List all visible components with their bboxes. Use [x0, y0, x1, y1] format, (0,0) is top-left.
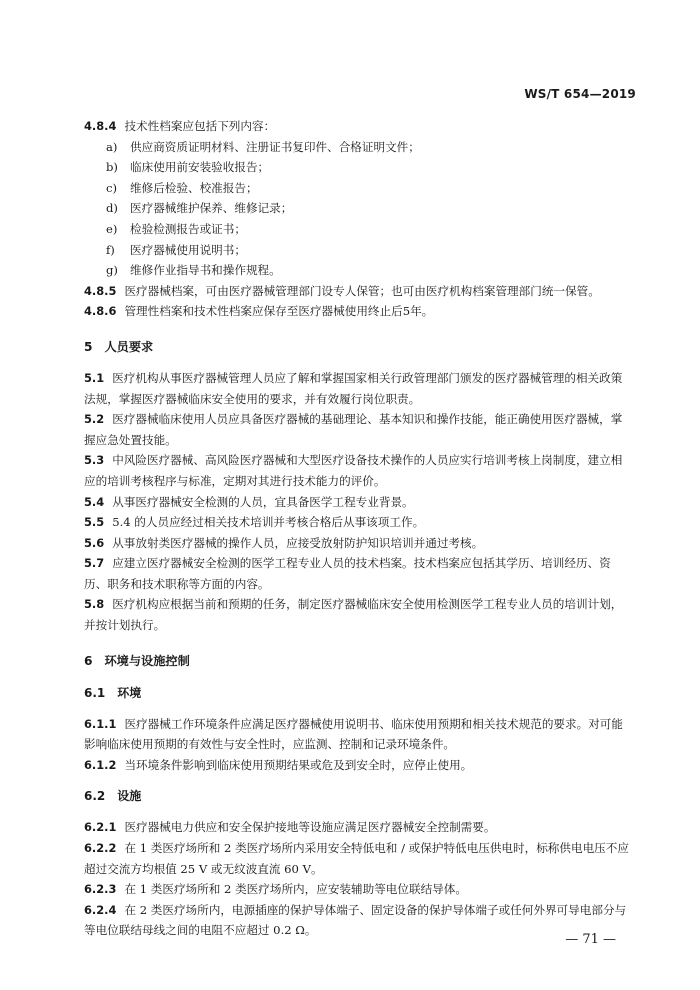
clause-number: 5.1 [84, 370, 105, 385]
clause-number: 4.8.6 [84, 304, 117, 319]
clause-6-2-2 [84, 838, 632, 879]
clause-text: 技术性档案应包括下列内容： [124, 119, 276, 133]
clause-5-4 [84, 492, 632, 513]
clause-number: 6.2.1 [84, 820, 117, 835]
clause-6-2-1 [84, 817, 632, 838]
list-item [84, 260, 632, 281]
clause-5-7 [84, 553, 632, 594]
subsection-title: 环境 [117, 685, 142, 700]
clause-text: 管理性档案和技术性档案应保存至医疗器械使用终止后5年。 [124, 304, 434, 319]
clause-number: 6.2.4 [84, 902, 117, 917]
page-number: — 71 — [565, 932, 616, 947]
clause-text: 医疗机构应根据当前和预期的任务，制定医疗器械临床安全使用检测医学工程专业人员的培训计划，并按计划执行。 [84, 597, 623, 633]
list-item-text: 供应商资质证明材料、注册证书复印件、合格证明文件； [130, 139, 420, 154]
list-item-label: b) [106, 160, 118, 175]
clause-number: 5.7 [84, 556, 105, 571]
clause-number: 4.8.4 [84, 119, 117, 133]
clause-number: 6.1.1 [84, 716, 117, 731]
clause-5-6 [84, 533, 632, 554]
clause-number: 5.3 [84, 453, 105, 468]
clause-6-2-3 [84, 879, 632, 900]
clause-text: 在 2 类医疗场所内，电源插座的保护导体端子、固定设备的保护导体端子或任何外界可导电部分与等电位联结母线之间的电阻不应超过 0.2 Ω。 [84, 902, 627, 938]
list-item-label: e) [106, 221, 118, 236]
list-item [84, 137, 632, 158]
list-item [84, 198, 632, 219]
clause-5-2 [84, 409, 632, 450]
standard-code: WS/T 654—2019 [524, 87, 636, 101]
list-item-label: c) [106, 180, 118, 195]
section-title: 人员要求 [104, 339, 154, 354]
list-item-text: 维修后检验、校准报告； [130, 180, 258, 195]
clause-number: 5.6 [84, 535, 105, 550]
list-item [84, 240, 632, 261]
clause-6-1-2 [84, 755, 632, 776]
clause-text: 从事放射类医疗器械的操作人员，应接受放射防护知识培训并通过考核。 [112, 535, 484, 550]
clause-4-8-5 [84, 281, 632, 302]
clause-number: 5.2 [84, 412, 105, 427]
clause-5-1 [84, 368, 632, 409]
subsection-heading-6-1 [84, 682, 632, 704]
clause-text: 应建立医疗器械安全检测的医学工程专业人员的技术档案。技术档案应包括其学历、培训经历、资历、职务和技术职称等方面的内容。 [84, 556, 611, 591]
list-item-label: a) [106, 139, 118, 154]
list-item-text: 医疗器械维护保养、维修记录； [130, 201, 293, 216]
clause-text: 在 1 类医疗场所和 2 类医疗场所内，应安装辅助等电位联结导体。 [124, 882, 467, 897]
clause-number: 6.2.3 [84, 882, 117, 897]
section-heading-6 [84, 650, 632, 672]
clause-text: 医疗器械档案，可由医疗器械管理部门设专人保管；也可由医疗机构档案管理部门统一保管。 [124, 283, 600, 298]
clause-text: 医疗器械工作环境条件应满足医疗器械使用说明书、临床使用预期和相关技术规范的要求。对可能影响临床使用预期的有效性与安全性时，应监测、控制和记录环境条件。 [84, 716, 623, 752]
list-4-8-4 [84, 137, 632, 281]
section-number: 5 [84, 339, 93, 354]
document-body [84, 116, 632, 941]
section-heading-5 [84, 336, 632, 358]
subsection-number: 6.1 [84, 685, 106, 700]
clause-number: 6.1.2 [84, 757, 117, 772]
list-item-text: 维修作业指导书和操作规程。 [130, 263, 281, 278]
clause-4-8-6 [84, 301, 632, 322]
clause-text: 中风险医疗器械、高风险医疗器械和大型医疗设备技术操作的人员应实行培训考核上岗制度，建立相应的培训考核程序与标准，定期对其进行技术能力的评价。 [84, 453, 623, 488]
subsection-title: 设施 [117, 789, 142, 804]
clause-5-5 [84, 512, 632, 533]
clause-text: 医疗机构从事医疗器械管理人员应了解和掌握国家相关行政管理部门颁发的医疗器械管理的相关政策法规，掌握医疗器械临床安全使用的要求，并有效履行岗位职责。 [84, 370, 623, 406]
clause-text: 医疗器械电力供应和安全保护接地等设施应满足医疗器械安全控制需要。 [124, 820, 496, 835]
clause-number: 4.8.5 [84, 283, 117, 298]
clause-number: 6.2.2 [84, 841, 117, 856]
list-item-label: g) [106, 263, 118, 278]
clause-5-8 [84, 594, 632, 635]
clause-text: 当环境条件影响到临床使用预期结果或危及到安全时，应停止使用。 [124, 757, 473, 772]
list-item [84, 219, 632, 240]
list-item-text: 医疗器械使用说明书； [130, 242, 246, 257]
clause-number: 5.8 [84, 597, 105, 612]
list-item [84, 178, 632, 199]
clause-text: 5.4 的人员应经过相关技术培训并考核合格后从事该项工作。 [112, 515, 425, 530]
list-item-text: 检验检测报告或证书； [130, 221, 246, 236]
clause-text: 在 1 类医疗场所和 2 类医疗场所内采用安全特低电和 / 或保护特低电压供电时，标称供电电压不应超过交流方均根值 25 V 或无纹波直流 60 V。 [84, 841, 629, 876]
list-item-label: d) [106, 201, 118, 216]
clause-number: 5.5 [84, 515, 105, 530]
clause-text: 医疗器械临床使用人员应具备医疗器械的基础理论、基本知识和操作技能，能正确使用医疗器械，掌握应急处置技能。 [84, 412, 623, 447]
section-number: 6 [84, 653, 93, 668]
list-item-label: f) [106, 242, 115, 257]
clause-5-3 [84, 450, 632, 491]
subsection-heading-6-2 [84, 785, 632, 807]
section-title: 环境与设施控制 [104, 653, 190, 668]
clause-text: 从事医疗器械安全检测的人员，宜具备医学工程专业背景。 [112, 494, 414, 509]
clause-6-1-1 [84, 714, 632, 755]
clause-number: 5.4 [84, 494, 105, 509]
list-item [84, 157, 632, 178]
list-item-text: 临床使用前安装验收报告； [130, 160, 270, 175]
subsection-number: 6.2 [84, 789, 106, 804]
clause-6-2-4 [84, 900, 632, 941]
clause-4-8-4 [84, 116, 632, 137]
